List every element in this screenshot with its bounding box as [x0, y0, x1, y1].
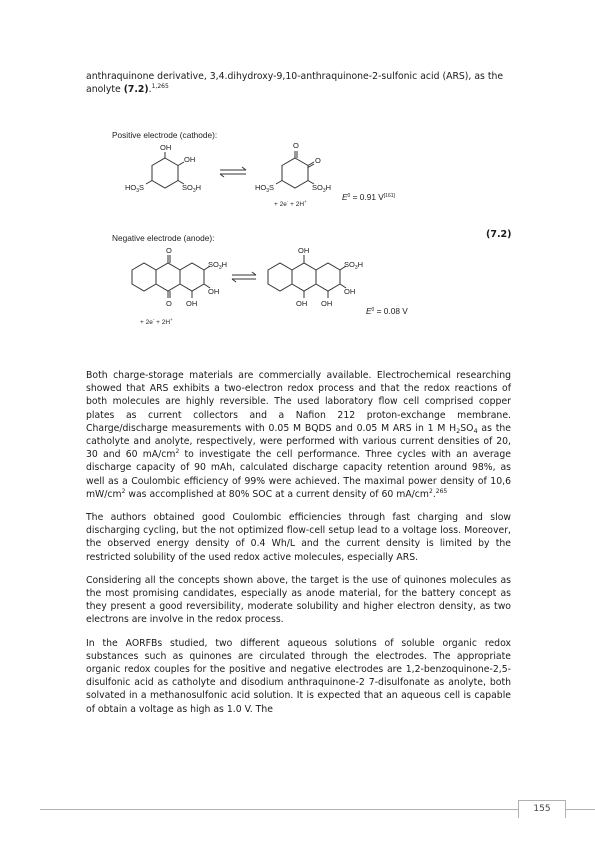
- p1-sub: 2: [456, 426, 461, 435]
- citation-superscript: 265: [435, 487, 448, 495]
- label-oh: OH: [208, 287, 220, 296]
- p1-text: was accomplished at 80% SOC at a current density of 60 mA/cm: [125, 488, 429, 500]
- paragraph-efficiency: The authors obtained good Coulombic efficiencies through fast charging and slow discharging cycling, but the not optimized flow-cell setup lead to a voltage loss. Moreover, the observed energy density of 0.4 Wh/L and the current density is limited by the restricted solubility of the used redox active molecules, especially ARS.: [86, 512, 511, 563]
- label-so3h: $SO_3H$: [344, 260, 364, 271]
- electrons-positive: + 2e- + 2H+: [274, 199, 307, 208]
- p1-sup: 2: [175, 448, 180, 456]
- label-oh: OH: [160, 143, 172, 152]
- ring-aq-left: [132, 263, 156, 291]
- intro-period: .: [148, 84, 152, 96]
- intro-text: [86, 70, 511, 106]
- p1-text: to investigate the cell performance. Three cycles with an average discharge capacity of 90 mAh, calculated discharge capacity retention around 98%, as well as a Coulombic efficiency of 99% were achieved. The maximal power density of 10,6 mW/cm: [86, 449, 511, 500]
- electrons-negative: + 2e- + 2H+: [140, 317, 173, 326]
- citation-superscript: 1,265: [151, 83, 169, 91]
- p1-text: SO: [460, 422, 474, 434]
- ring-aq-right: [180, 263, 204, 291]
- potential-negative: $E^0 = 0.08$ V: [366, 306, 408, 316]
- label-o: O: [293, 141, 299, 150]
- ring-aq-middle: [156, 263, 180, 291]
- p1-text: Both charge-storage materials are commercially available. Electrochemical researching showed that ARS exhibits a two-electron redox process and that the redox reactions of both molecules are highly reversible. The used laboratory flow cell comprised copper plates as current collectors and a Nafion 212 proton-exchange membrane. Charge/discharge measurements with 0.05 M BQDS and 0.05 M ARS in 1 M H: [86, 370, 511, 434]
- paragraph-results: [86, 369, 511, 501]
- page-number: 155: [518, 800, 566, 818]
- label-oh: OH: [344, 287, 356, 296]
- ring-ahq-middle: [292, 263, 316, 291]
- label-ho3s: $HO_3S$: [255, 183, 275, 194]
- p1-text: .: [432, 488, 436, 500]
- paragraph-aorfbs: In the AORFBs studied, two different aqueous solutions of soluble organic redox substances such as quinones are circulated through the electrodes. The appropriate organic redox couples for the positive and negative electrodes are 1,2-benzoquinone-2,5-disulfonic acid as catholyte and disodium anthraquinone-2 7-disulfonate as anolyte, both solvated in a methanosulfonic acid solution. It is expected that an aqueous cell is capable of obtain a voltage as high as 1.0 V. The: [86, 637, 511, 715]
- footer-rule: [40, 809, 595, 810]
- label-o: O: [166, 246, 172, 255]
- label-oh: OH: [296, 299, 308, 308]
- negative-electrode-label: Negative electrode (anode):: [112, 233, 215, 243]
- body-text: [86, 369, 511, 726]
- reaction-scheme: [110, 128, 430, 348]
- ring-quinone: [282, 158, 308, 188]
- label-oh: OH: [184, 155, 196, 164]
- intro-text-main: anthraquinone derivative, 3,4.dihydroxy-9,10-anthraquinone-2-sulfonic acid (ARS), as the anolyte: [86, 71, 504, 96]
- p1-sup: 2: [428, 487, 433, 495]
- label-so3h: $SO_3H$: [182, 183, 202, 194]
- label-so3h: $SO_3H$: [312, 183, 332, 194]
- label-ho3s: $HO_3S$: [125, 183, 145, 194]
- positive-electrode-label: Positive electrode (cathode):: [112, 130, 218, 140]
- p1-text: as the catholyte and anolyte, respectively, were performed with various current densities of 20, 30 and 60 mA/cm: [86, 422, 511, 461]
- label-o: O: [315, 156, 321, 165]
- ring-catechol: [152, 158, 178, 188]
- p1-sup: 2: [121, 487, 126, 495]
- ring-ahq-right: [316, 263, 340, 291]
- reaction-scheme-drawing: [110, 128, 430, 348]
- paragraph-concepts: Considering all the concepts shown above, the target is the use of quinones molecules as the most promising candidates, especially as anode material, for the battery concept as they present a good reversibility, moderate solubility and higher electron density, as two electrons are involve in the redox process.: [86, 574, 511, 626]
- p1-sub: 4: [473, 426, 478, 435]
- label-oh: OH: [321, 299, 333, 308]
- label-oh: OH: [298, 246, 310, 255]
- equation-number: (7.2): [486, 229, 512, 240]
- potential-positive: $E^0 = 0.91$ V[161]: [342, 192, 395, 202]
- label-oh: OH: [186, 299, 198, 308]
- equation-reference: (7.2): [123, 84, 149, 96]
- label-o: O: [166, 299, 172, 308]
- ring-ahq-left: [268, 263, 292, 291]
- label-so3h: $SO_3H$: [208, 260, 228, 271]
